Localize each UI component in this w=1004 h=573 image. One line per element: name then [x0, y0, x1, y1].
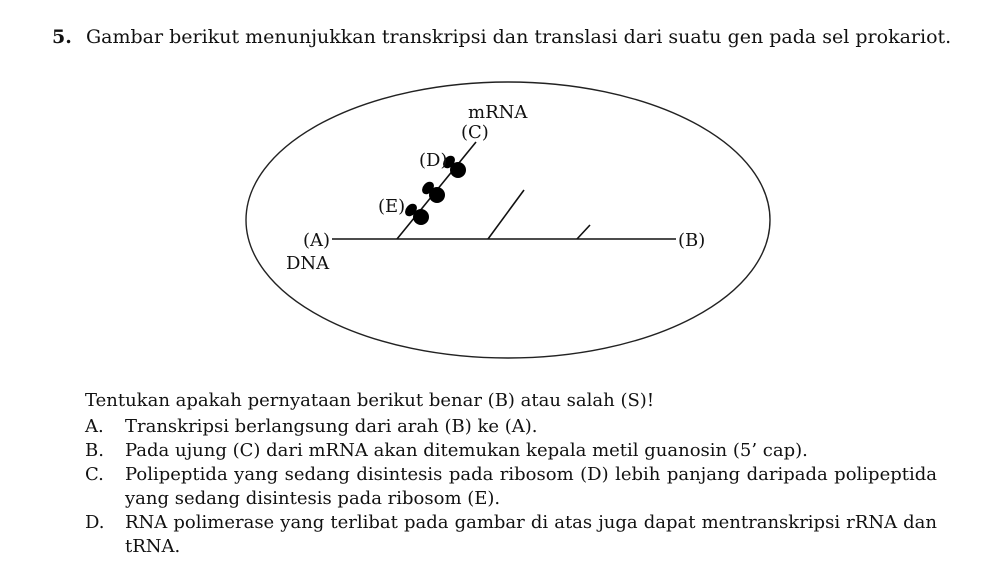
label-a: (A) [303, 230, 331, 251]
prokaryote-cell-outline [246, 82, 770, 358]
label-mrna: mRNA [468, 102, 528, 123]
label-e: (E) [378, 196, 406, 217]
statement-a [85, 415, 937, 439]
statement-d [85, 511, 937, 559]
question-text: Gambar berikut menunjukkan transkripsi dan translasi dari suatu gen pada sel prokariot. [86, 26, 952, 48]
label-dna: DNA [286, 253, 330, 274]
statement-text: Pada ujung (C) dari mRNA akan ditemukan kepala metil guanosin (5’ cap). [125, 440, 808, 461]
mrna-strand-short [577, 225, 590, 239]
ribosome-middle [420, 179, 445, 203]
question-number: 5. [52, 26, 72, 48]
statement-list [85, 415, 937, 559]
statement-b [85, 439, 937, 463]
mrna-strand-medium [488, 190, 524, 239]
statement-text: RNA polimerase yang terlibat pada gambar di atas juga dapat mentranskripsi rRNA dan tRNA. [125, 512, 937, 557]
statement-letter: A. [85, 416, 104, 437]
statement-text: Polipeptida yang sedang disintesis pada ribosom (D) lebih panjang daripada polipeptida yang sedang disintesis pada ribosom (E). [125, 464, 937, 509]
label-d: (D) [419, 150, 448, 171]
statement-c [85, 463, 937, 511]
statement-text: Transkripsi berlangsung dari arah (B) ke (A). [125, 416, 538, 437]
statement-letter: D. [85, 512, 105, 533]
statement-letter: C. [85, 464, 104, 485]
label-b: (B) [678, 230, 706, 251]
label-c: (C) [461, 122, 489, 143]
statement-letter: B. [85, 440, 104, 461]
instruction-text: Tentukan apakah pernyataan berikut benar (B) atau salah (S)! [85, 390, 655, 411]
